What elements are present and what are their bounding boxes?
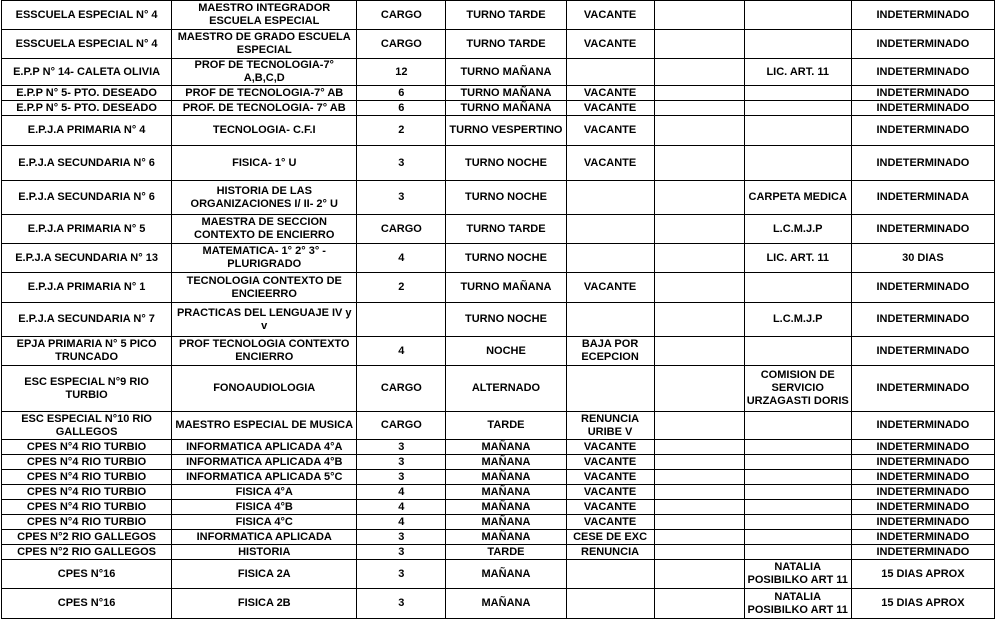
school-cell: CPES N°4 RIO TURBIO [2, 455, 172, 470]
hours-cell: 4 [357, 337, 446, 366]
table-row [2, 560, 995, 589]
hours-cell: 4 [357, 485, 446, 500]
status-cell: VACANTE [566, 273, 654, 303]
blank-cell [654, 181, 744, 215]
table-row [2, 515, 995, 530]
blank-cell [654, 273, 744, 303]
reason-cell [744, 30, 851, 59]
duration-cell: 15 DIAS APROX [851, 589, 994, 619]
hours-cell: 6 [357, 101, 446, 116]
table-row [2, 440, 995, 455]
blank-cell [654, 545, 744, 560]
school-cell: E.P.P N° 5- PTO. DESEADO [2, 86, 172, 101]
reason-cell [744, 146, 851, 181]
shift-cell: TURNO MAÑANA [446, 273, 566, 303]
duration-cell: 30 DIAS [851, 244, 994, 273]
blank-cell [654, 59, 744, 86]
school-cell: E.P.P N° 5- PTO. DESEADO [2, 101, 172, 116]
hours-cell: 3 [357, 146, 446, 181]
status-cell: VACANTE [566, 86, 654, 101]
hours-cell: CARGO [357, 30, 446, 59]
status-cell: VACANTE [566, 116, 654, 146]
school-cell: CPES N°4 RIO TURBIO [2, 440, 172, 455]
school-cell: ESSCUELA ESPECIAL N° 4 [2, 30, 172, 59]
shift-cell: TURNO VESPERTINO [446, 116, 566, 146]
duration-cell: INDETERMINADO [851, 366, 994, 412]
school-cell: E.P.J.A SECUNDARIA N° 13 [2, 244, 172, 273]
hours-cell: CARGO [357, 215, 446, 244]
duration-cell: INDETERMINADO [851, 303, 994, 337]
subject-cell: HISTORIA [172, 545, 357, 560]
subject-cell: INFORMATICA APLICADA 4°A [172, 440, 357, 455]
hours-cell: CARGO [357, 412, 446, 440]
table-row [2, 101, 995, 116]
hours-cell: 6 [357, 86, 446, 101]
hours-cell: 3 [357, 530, 446, 545]
table-row [2, 146, 995, 181]
reason-cell [744, 86, 851, 101]
hours-cell: 12 [357, 59, 446, 86]
duration-cell: INDETERMINADO [851, 455, 994, 470]
school-cell: CPES N°4 RIO TURBIO [2, 515, 172, 530]
duration-cell: INDETERMINADO [851, 59, 994, 86]
table-row [2, 30, 995, 59]
school-cell: CPES N°4 RIO TURBIO [2, 470, 172, 485]
status-cell: CESE DE EXC [566, 530, 654, 545]
subject-cell: FISICA 2B [172, 589, 357, 619]
subject-cell: MAESTRO INTEGRADOR ESCUELA ESPECIAL [172, 1, 357, 30]
duration-cell: INDETERMINADO [851, 412, 994, 440]
hours-cell: 4 [357, 244, 446, 273]
blank-cell [654, 303, 744, 337]
blank-cell [654, 560, 744, 589]
shift-cell: TURNO TARDE [446, 1, 566, 30]
subject-cell: FISICA 4°A [172, 485, 357, 500]
status-cell [566, 303, 654, 337]
school-cell: E.P.J.A SECUNDARIA N° 6 [2, 146, 172, 181]
blank-cell [654, 485, 744, 500]
shift-cell: TURNO NOCHE [446, 181, 566, 215]
blank-cell [654, 1, 744, 30]
shift-cell: TURNO MAÑANA [446, 59, 566, 86]
reason-cell [744, 101, 851, 116]
school-cell: CPES N°16 [2, 589, 172, 619]
hours-cell: 3 [357, 181, 446, 215]
table-row [2, 244, 995, 273]
school-cell: E.P.J.A PRIMARIA N° 4 [2, 116, 172, 146]
shift-cell: TARDE [446, 412, 566, 440]
shift-cell: TARDE [446, 545, 566, 560]
subject-cell: INFORMATICA APLICADA [172, 530, 357, 545]
blank-cell [654, 86, 744, 101]
subject-cell: INFORMATICA APLICADA 5°C [172, 470, 357, 485]
status-cell [566, 215, 654, 244]
reason-cell [744, 500, 851, 515]
reason-cell [744, 273, 851, 303]
shift-cell: ALTERNADO [446, 366, 566, 412]
duration-cell: INDETERMINADO [851, 1, 994, 30]
shift-cell: MAÑANA [446, 455, 566, 470]
blank-cell [654, 412, 744, 440]
reason-cell [744, 515, 851, 530]
school-cell: E.P.J.A SECUNDARIA N° 6 [2, 181, 172, 215]
table-row [2, 530, 995, 545]
school-cell: EPJA PRIMARIA N° 5 PICO TRUNCADO [2, 337, 172, 366]
school-cell: ESSCUELA ESPECIAL N° 4 [2, 1, 172, 30]
duration-cell: INDETERMINADO [851, 101, 994, 116]
status-cell [566, 560, 654, 589]
duration-cell: INDETERMINADO [851, 440, 994, 455]
shift-cell: MAÑANA [446, 485, 566, 500]
hours-cell: 3 [357, 455, 446, 470]
status-cell: VACANTE [566, 515, 654, 530]
duration-cell: INDETERMINADO [851, 470, 994, 485]
hours-cell [357, 303, 446, 337]
shift-cell: TURNO TARDE [446, 215, 566, 244]
duration-cell: INDETERMINADO [851, 146, 994, 181]
status-cell: VACANTE [566, 30, 654, 59]
subject-cell: PROF TECNOLOGIA CONTEXTO ENCIERRO [172, 337, 357, 366]
status-cell: VACANTE [566, 146, 654, 181]
hours-cell: 4 [357, 500, 446, 515]
school-cell: E.P.J.A PRIMARIA N° 1 [2, 273, 172, 303]
blank-cell [654, 146, 744, 181]
hours-cell: 4 [357, 515, 446, 530]
table-row [2, 589, 995, 619]
school-cell: CPES N°4 RIO TURBIO [2, 500, 172, 515]
hours-cell: 3 [357, 589, 446, 619]
school-cell: CPES N°4 RIO TURBIO [2, 485, 172, 500]
duration-cell: INDETERMINADO [851, 515, 994, 530]
subject-cell: MATEMATICA- 1° 2° 3° - PLURIGRADO [172, 244, 357, 273]
table-row [2, 470, 995, 485]
reason-cell: NATALIA POSIBILKO ART 11 [744, 589, 851, 619]
reason-cell [744, 440, 851, 455]
school-cell: CPES N°16 [2, 560, 172, 589]
blank-cell [654, 337, 744, 366]
table-row [2, 116, 995, 146]
subject-cell: FONOAUDIOLOGIA [172, 366, 357, 412]
reason-cell [744, 412, 851, 440]
shift-cell: TURNO MAÑANA [446, 101, 566, 116]
table-row [2, 485, 995, 500]
school-cell: E.P.J.A PRIMARIA N° 5 [2, 215, 172, 244]
status-cell [566, 59, 654, 86]
status-cell: RENUNCIA URIBE V [566, 412, 654, 440]
reason-cell [744, 1, 851, 30]
status-cell: RENUNCIA [566, 545, 654, 560]
duration-cell: INDETERMINADO [851, 116, 994, 146]
reason-cell: COMISION DE SERVICIO URZAGASTI DORIS [744, 366, 851, 412]
table-row [2, 366, 995, 412]
vacancies-table-body [2, 1, 995, 619]
shift-cell: NOCHE [446, 337, 566, 366]
status-cell: BAJA POR ECEPCION [566, 337, 654, 366]
table-row [2, 1, 995, 30]
school-cell: ESC ESPECIAL N°9 RIO TURBIO [2, 366, 172, 412]
hours-cell: CARGO [357, 366, 446, 412]
status-cell: VACANTE [566, 470, 654, 485]
reason-cell [744, 455, 851, 470]
subject-cell: FISICA- 1° U [172, 146, 357, 181]
reason-cell: CARPETA MEDICA [744, 181, 851, 215]
status-cell [566, 589, 654, 619]
duration-cell: INDETERMINADO [851, 337, 994, 366]
shift-cell: TURNO MAÑANA [446, 86, 566, 101]
hours-cell: 3 [357, 560, 446, 589]
shift-cell: MAÑANA [446, 470, 566, 485]
status-cell: VACANTE [566, 500, 654, 515]
table-row [2, 86, 995, 101]
blank-cell [654, 244, 744, 273]
table-row [2, 215, 995, 244]
subject-cell: FISICA 4°B [172, 500, 357, 515]
table-row [2, 545, 995, 560]
shift-cell: MAÑANA [446, 589, 566, 619]
hours-cell: 3 [357, 545, 446, 560]
duration-cell: INDETERMINADO [851, 485, 994, 500]
subject-cell: PROF DE TECNOLOGIA-7° A,B,C,D [172, 59, 357, 86]
subject-cell: FISICA 4°C [172, 515, 357, 530]
blank-cell [654, 470, 744, 485]
shift-cell: MAÑANA [446, 500, 566, 515]
blank-cell [654, 101, 744, 116]
blank-cell [654, 116, 744, 146]
blank-cell [654, 455, 744, 470]
duration-cell: INDETERMINADO [851, 86, 994, 101]
reason-cell: L.C.M.J.P [744, 303, 851, 337]
shift-cell: MAÑANA [446, 440, 566, 455]
subject-cell: MAESTRA DE SECCION CONTEXTO DE ENCIERRO [172, 215, 357, 244]
status-cell [566, 244, 654, 273]
hours-cell: CARGO [357, 1, 446, 30]
duration-cell: INDETERMINADO [851, 500, 994, 515]
subject-cell: TECNOLOGIA- C.F.I [172, 116, 357, 146]
table-row [2, 412, 995, 440]
blank-cell [654, 30, 744, 59]
status-cell: VACANTE [566, 1, 654, 30]
shift-cell: TURNO NOCHE [446, 303, 566, 337]
reason-cell: LIC. ART. 11 [744, 244, 851, 273]
subject-cell: MAESTRO DE GRADO ESCUELA ESPECIAL [172, 30, 357, 59]
duration-cell: INDETERMINADA [851, 181, 994, 215]
reason-cell [744, 545, 851, 560]
school-cell: E.P.J.A SECUNDARIA N° 7 [2, 303, 172, 337]
status-cell: VACANTE [566, 455, 654, 470]
status-cell [566, 181, 654, 215]
reason-cell [744, 485, 851, 500]
shift-cell: MAÑANA [446, 560, 566, 589]
status-cell: VACANTE [566, 485, 654, 500]
blank-cell [654, 589, 744, 619]
subject-cell: TECNOLOGIA CONTEXTO DE ENCIEERRO [172, 273, 357, 303]
table-row [2, 500, 995, 515]
reason-cell: LIC. ART. 11 [744, 59, 851, 86]
reason-cell [744, 116, 851, 146]
school-cell: E.P.P N° 14- CALETA OLIVIA [2, 59, 172, 86]
duration-cell: 15 DIAS APROX [851, 560, 994, 589]
hours-cell: 3 [357, 470, 446, 485]
duration-cell: INDETERMINADO [851, 545, 994, 560]
duration-cell: INDETERMINADO [851, 273, 994, 303]
blank-cell [654, 440, 744, 455]
reason-cell [744, 470, 851, 485]
reason-cell: L.C.M.J.P [744, 215, 851, 244]
duration-cell: INDETERMINADO [851, 30, 994, 59]
shift-cell: TURNO NOCHE [446, 244, 566, 273]
table-row [2, 303, 995, 337]
table-row [2, 181, 995, 215]
table-row [2, 273, 995, 303]
school-cell: CPES N°2 RIO GALLEGOS [2, 545, 172, 560]
hours-cell: 2 [357, 116, 446, 146]
blank-cell [654, 215, 744, 244]
table-row [2, 59, 995, 86]
blank-cell [654, 530, 744, 545]
subject-cell: PROF DE TECNOLOGIA-7° AB [172, 86, 357, 101]
subject-cell: PROF. DE TECNOLOGIA- 7° AB [172, 101, 357, 116]
school-cell: CPES N°2 RIO GALLEGOS [2, 530, 172, 545]
duration-cell: INDETERMINADO [851, 530, 994, 545]
subject-cell: HISTORIA DE LAS ORGANIZACIONES I/ II- 2° U [172, 181, 357, 215]
shift-cell: TURNO NOCHE [446, 146, 566, 181]
table-row [2, 455, 995, 470]
blank-cell [654, 500, 744, 515]
blank-cell [654, 366, 744, 412]
school-cell: ESC ESPECIAL N°10 RIO GALLEGOS [2, 412, 172, 440]
reason-cell [744, 337, 851, 366]
vacancies-table [1, 0, 995, 619]
reason-cell: NATALIA POSIBILKO ART 11 [744, 560, 851, 589]
status-cell: VACANTE [566, 101, 654, 116]
subject-cell: MAESTRO ESPECIAL DE MUSICA [172, 412, 357, 440]
shift-cell: MAÑANA [446, 530, 566, 545]
hours-cell: 3 [357, 440, 446, 455]
subject-cell: FISICA 2A [172, 560, 357, 589]
blank-cell [654, 515, 744, 530]
status-cell: VACANTE [566, 440, 654, 455]
hours-cell: 2 [357, 273, 446, 303]
shift-cell: MAÑANA [446, 515, 566, 530]
subject-cell: PRACTICAS DEL LENGUAJE IV y v [172, 303, 357, 337]
shift-cell: TURNO TARDE [446, 30, 566, 59]
table-row [2, 337, 995, 366]
reason-cell [744, 530, 851, 545]
status-cell [566, 366, 654, 412]
duration-cell: INDETERMINADO [851, 215, 994, 244]
subject-cell: INFORMATICA APLICADA 4°B [172, 455, 357, 470]
